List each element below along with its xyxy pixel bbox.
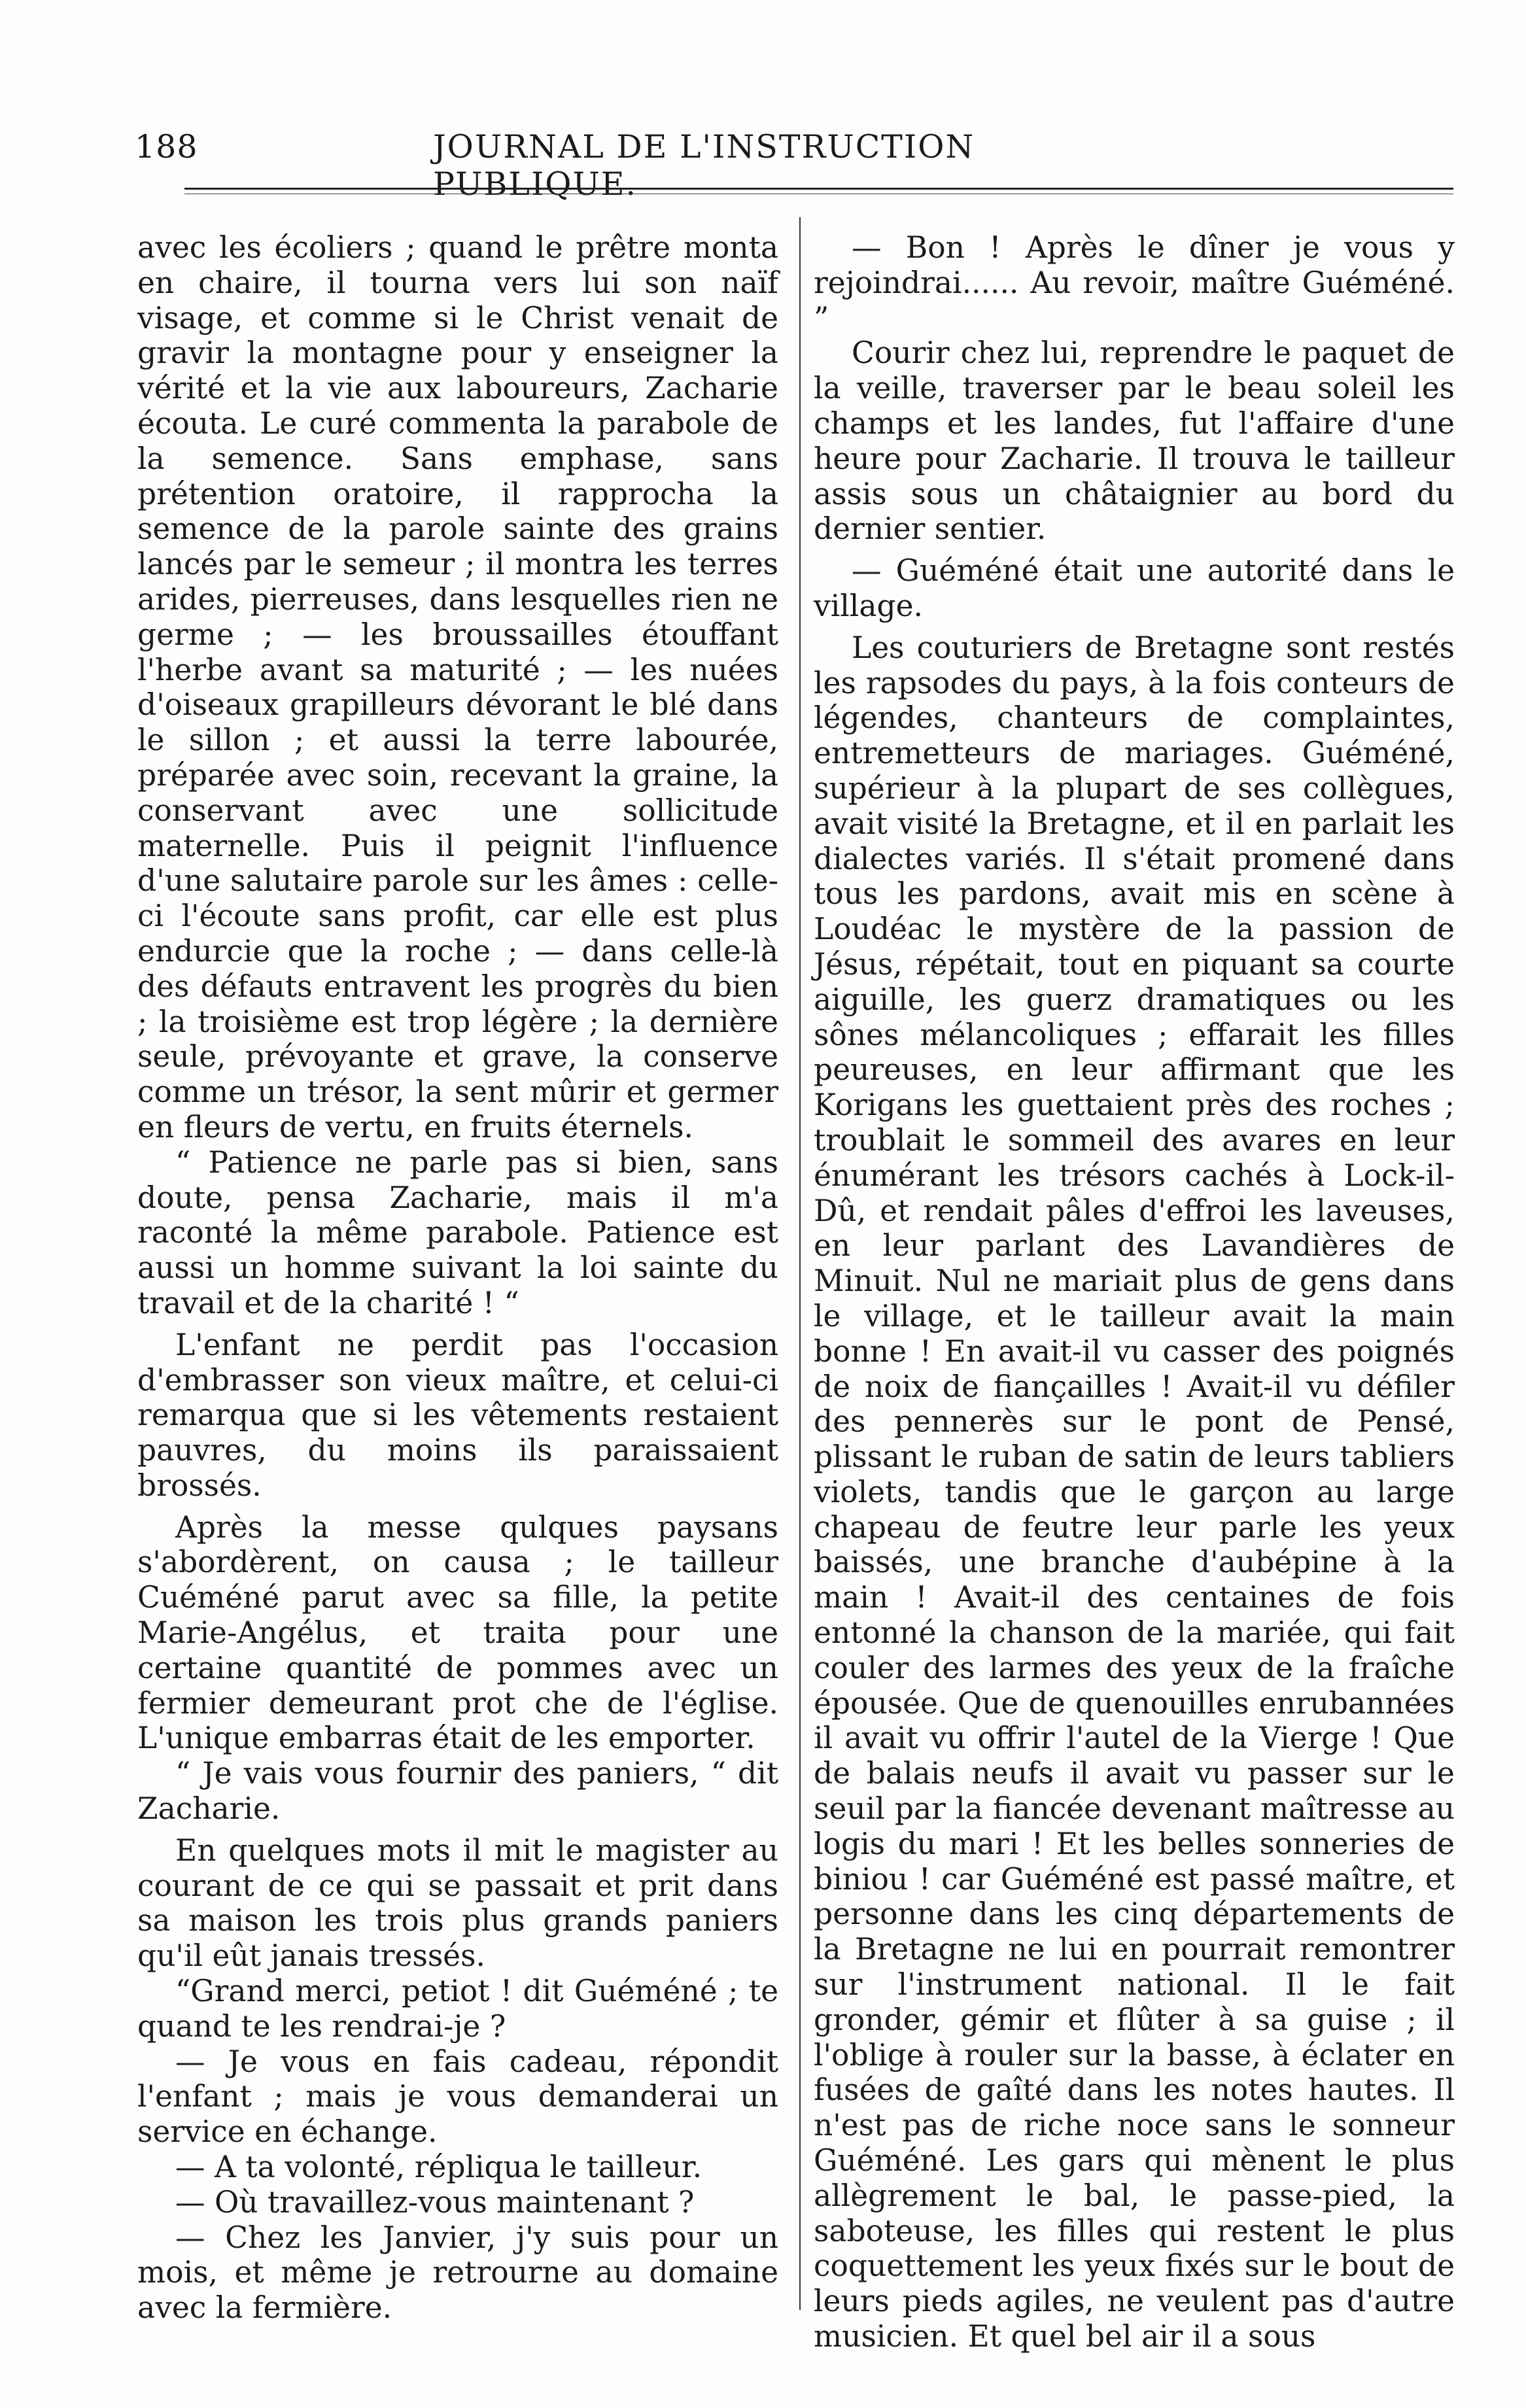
paragraph: — Chez les Janvier, j'y suis pour un mois, et même je retrourne au domaine avec la fermière.	[137, 2220, 778, 2326]
paragraph: Courir chez lui, reprendre le paquet de la veille, traverser par le beau soleil les champs et les landes, fut l'affaire d'une heure pour Zacharie. Il trouva le tailleur assis sous un châtaignier au bord du dernier sentier.	[814, 335, 1455, 547]
paragraph: — Bon ! Après le dîner je vous y rejoindrai...... Au revoir, maître Guéméné. ”	[814, 230, 1455, 335]
paragraph: — Où travaillez-vous maintenant ?	[175, 2184, 695, 2220]
paragraph: “Grand merci, petiot ! dit Guéméné ; te quand te les rendrai-je ?	[137, 1974, 778, 2044]
running-title: JOURNAL DE L'INSTRUCTION PUBLIQUE.	[433, 128, 975, 203]
page-header	[135, 128, 1189, 203]
paragraph: — Je vous en fais cadeau, répondit l'enfant ; mais je vous demanderai un service en échange.	[137, 2044, 778, 2150]
paragraph: “ Patience ne parle pas si bien, sans doute, pensa Zacharie, mais il m'a raconté la même parabole. Patience est aussi un homme suivant la loi sainte du travail et de la charité ! “	[137, 1144, 778, 1320]
paragraph: avec les écoliers ; quand le prêtre monta en chaire, il tourna vers lui son naïf visage, et comme si le Christ venait de gravir la montagne pour y enseigner la vérité et la vie aux laboureurs, Zacharie écouta. Le curé commenta la parabole de la semence. Sans emphase, sans prétention oratoire, il rapprocha la semence de la parole sainte des grains lancés par le semeur ; il montra les terres arides, pierreuses, dans lesquelles rien ne germe ; — les broussailles étouffant l'herbe avant sa maturité ; — les nuées d'oiseaux grapilleurs dévorant le blé dans le sillon ; et aussi la terre labourée, préparée avec soin, recevant la graine, la conservant avec une sollicitude maternelle. Puis il peignit l'influence d'une salutaire parole sur les âmes : celle-ci l'écoute sans profit, car elle est plus endurcie que la roche ; — dans celle-là des défauts entravent les progrès du bien ; la troisième est trop légère ; la dernière seule, prévoyante et grave, la conserve comme un trésor, la sent mûrir et germer en fleurs de vertu, en fruits éternels.	[137, 230, 778, 1144]
paragraph: — A ta volonté, répliqua le tailleur.	[175, 2150, 702, 2185]
left-column	[137, 230, 778, 2326]
column-divider	[799, 217, 801, 2310]
paragraph: Après la messe qulques paysans s'abordèrent, on causa ; le tailleur Cuéméné parut avec sa fille, la petite Marie-Angélus, et traita pour une certaine quantité de pommes avec un fermier demeurant prot che de l'église. L'unique embarras était de les emporter.	[137, 1509, 778, 1756]
paragraph: En quelques mots il mit le magister au courant de ce qui se passait et prit dans sa maison les trois plus grands paniers qu'il eût janais tressés.	[137, 1832, 778, 1974]
header-rule	[184, 188, 1453, 190]
paragraph: L'enfant ne perdit pas l'occasion d'embrasser son vieux maître, et celui-ci remarqua que si les vêtements restaient pauvres, du moins ils paraissaient brossés.	[137, 1327, 778, 1503]
paragraph: — Guéméné était une autorité dans le village.	[814, 553, 1455, 623]
right-column	[814, 230, 1455, 2354]
paragraph: “ Je vais vous fournir des paniers, “ dit Zacharie.	[137, 1756, 778, 1827]
paragraph: Les couturiers de Bretagne sont restés les rapsodes du pays, à la fois conteurs de légendes, chanteurs de complaintes, entremetteurs de mariages. Guéméné, supérieur à la plupart de ses collègues, avait visité la Bretagne, et il en parlait les dialectes variés. Il s'était promené dans tous les pardons, avait mis en scène à Loudéac le mystère de la passion de Jésus, répétait, tout en piquant sa courte aiguille, les guerz dramatiques ou les sônes mélancoliques ; effarait les filles peureuses, en leur affirmant que les Korigans les guettaient près des roches ; troublait le sommeil des avares en leur énumérant les trésors cachés à Lock-il-Dû, et rendait pâles d'effroi les laveuses, en leur parlant des Lavandières de Minuit. Nul ne mariait plus de gens dans le village, et le tailleur avait la main bonne ! En avait-il vu casser des poignés de noix de fiançailles ! Avait-il vu défiler des pennerès sur le pont de Pensé, plissant le ruban de satin de leurs tabliers violets, tandis que le garçon au large chapeau de feutre leur parle les yeux baissés, une branche d'aubépine à la main ! Avait-il des centaines de fois entonné la chanson de la mariée, qui fait couler des larmes des yeux de la fraîche épousée. Que de quenouilles enrubannées il avait vu offrir l'autel de la Vierge ! Que de balais neufs il avait vu passer sur le seuil par la fiancée devenant maîtresse au logis du mari ! Et les belles sonneries de biniou ! car Guéméné est passé maître, et personne dans les cinq départements de la Bretagne ne lui en pourrait remontrer sur l'instrument national. Il le fait gronder, gémir et flûter à sa guise ; il l'oblige à rouler sur la basse, à éclater en fusées de gaîté dans les notes hautes. Il n'est pas de riche noce sans le sonneur Guéméné. Les gars qui mènent le plus allègrement le bal, le passe-pied, la saboteuse, les filles qui restent le plus coquettement les yeux fixés sur le bout de leurs pieds agiles, ne veulent pas d'autre musicien. Et quel bel air il a sous	[814, 630, 1455, 2354]
page-number: 188	[135, 128, 198, 165]
